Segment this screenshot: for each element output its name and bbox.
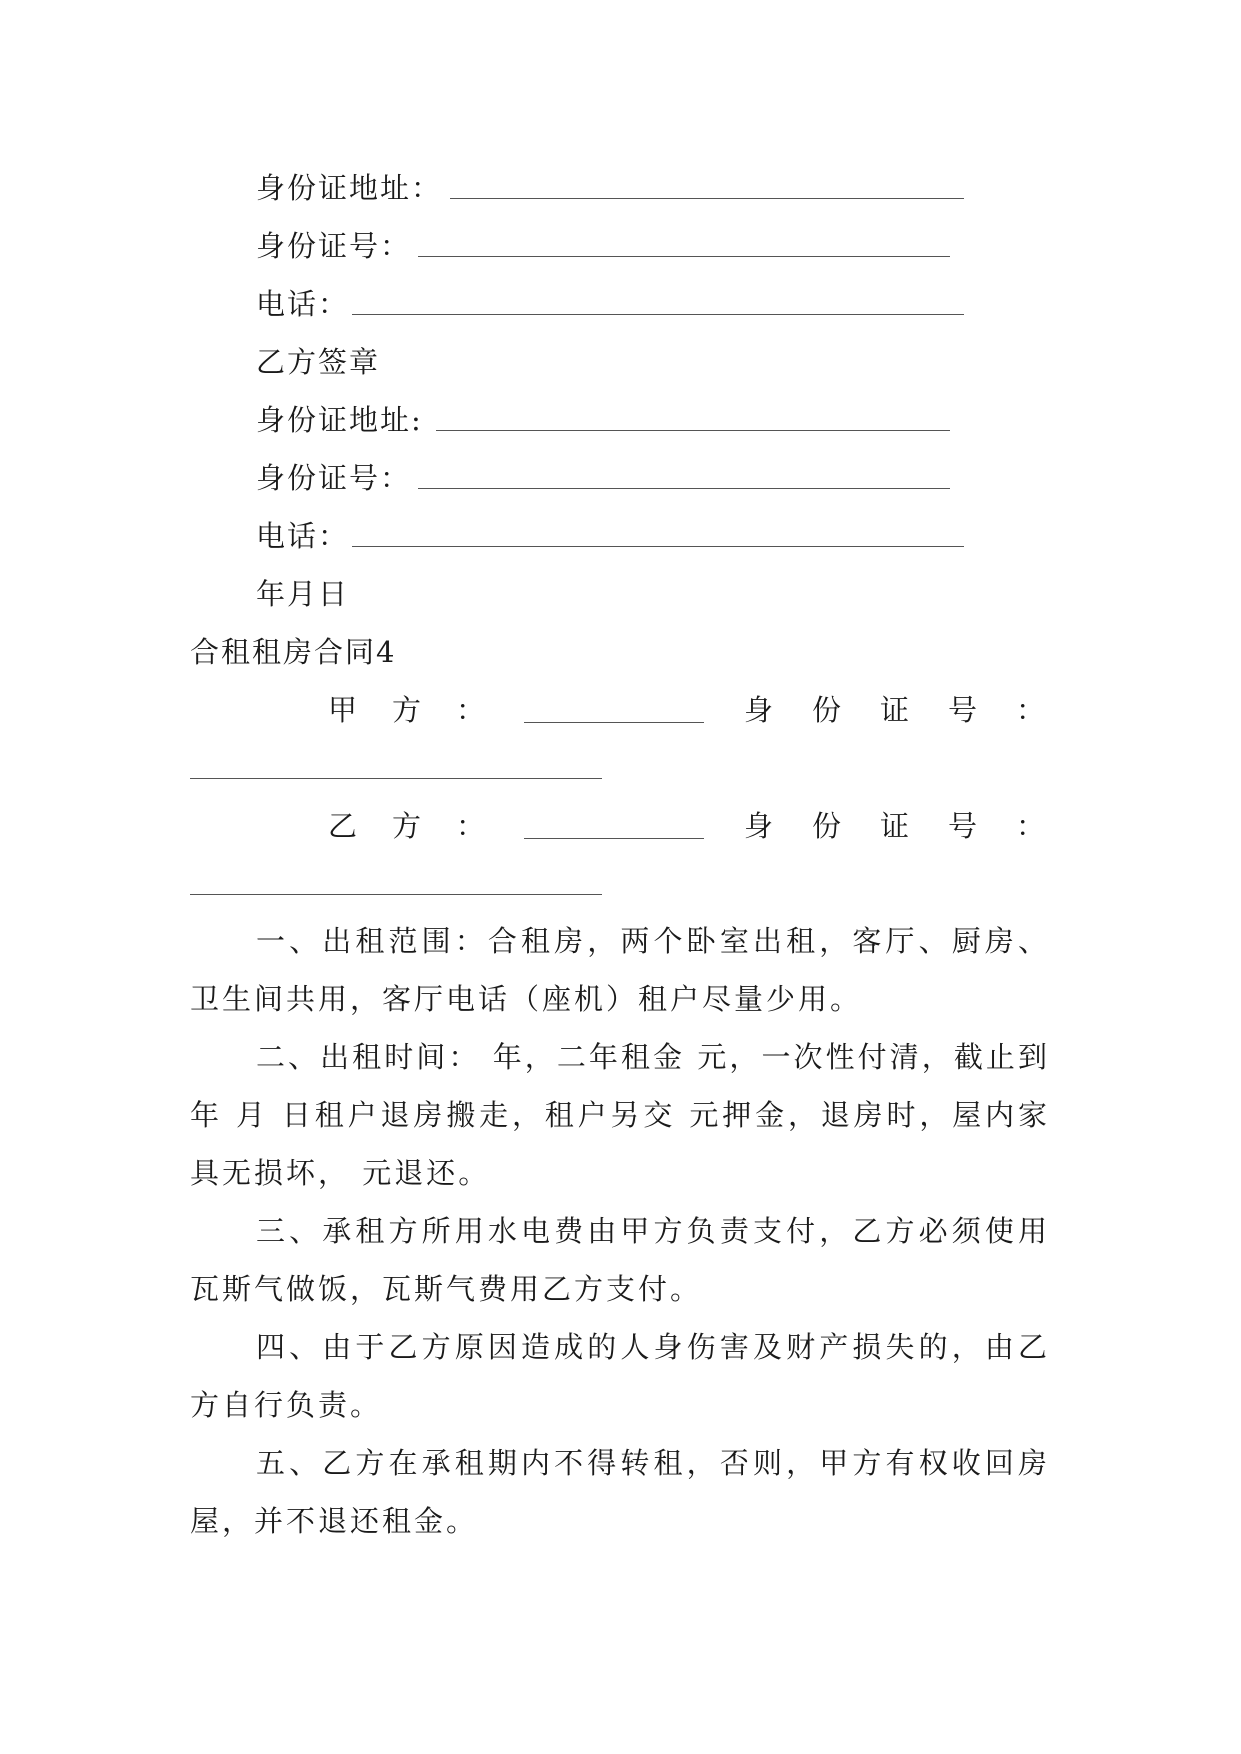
party-b-phone-blank[interactable] xyxy=(352,546,964,547)
party-b-char: ： xyxy=(456,809,486,843)
party-a-id-char: ： xyxy=(1016,693,1046,727)
party-a-char: 方 xyxy=(392,693,422,727)
party-a-id-char: 份 xyxy=(812,693,842,727)
clause-4: 四、由于乙方原因造成的人身伤害及财产损失的，由乙方自行负责。 xyxy=(190,1330,1050,1422)
party-a-id-number-label: 身份证号： xyxy=(256,229,412,263)
party-b-id-address-label: 身份证地址: xyxy=(256,403,423,437)
contract-title: 合租租房合同4 xyxy=(190,635,397,669)
party-a-id-blank[interactable] xyxy=(190,778,602,779)
party-a-id-char: 证 xyxy=(880,693,910,727)
party-b-id-number-blank[interactable] xyxy=(418,488,950,489)
party-b-char: 方 xyxy=(392,809,422,843)
clause-3: 三、承租方所用水电费由甲方负责支付，乙方必须使用瓦斯气做饭，瓦斯气费用乙方支付。 xyxy=(190,1214,1050,1306)
party-b-phone-label: 电话： xyxy=(256,519,350,553)
party-a-id-address-label: 身份证地址： xyxy=(256,171,443,205)
party-a-id-number-blank[interactable] xyxy=(418,256,950,257)
party-a-char: 甲 xyxy=(328,693,358,727)
party-b-id-char: 份 xyxy=(812,809,842,843)
party-b-id-blank[interactable] xyxy=(190,894,602,895)
date-line: 年月日 xyxy=(256,577,350,611)
party-b-char: 乙 xyxy=(328,809,358,843)
party-a-id-address-blank[interactable] xyxy=(450,198,964,199)
party-b-id-char: 号 xyxy=(948,809,978,843)
party-b-id-number-label: 身份证号： xyxy=(256,461,412,495)
clause-1: 一、出租范围：合租房，两个卧室出租，客厅、厨房、卫生间共用，客厅电话（座机）租户尽量少用。 xyxy=(190,924,1050,1016)
party-b-id-char: 身 xyxy=(744,809,774,843)
party-b-sign-label: 乙方签章 xyxy=(256,345,381,379)
party-a-phone-label: 电话： xyxy=(256,287,350,321)
party-a-char: ： xyxy=(456,693,486,727)
party-a-id-char: 身 xyxy=(744,693,774,727)
party-a-phone-blank[interactable] xyxy=(352,314,964,315)
clause-2: 二、出租时间： 年，二年租金 元，一次性付清，截止到 年 月 日租户退房搬走，租户另交 元押金，退房时，屋内家具无损坏， 元退还。 xyxy=(190,1040,1050,1190)
party-b-id-char: 证 xyxy=(880,809,910,843)
party-a-id-char: 号 xyxy=(948,693,978,727)
party-b-id-char: ： xyxy=(1016,809,1046,843)
party-b-name-blank[interactable] xyxy=(524,838,704,839)
party-b-id-address-blank[interactable] xyxy=(436,430,950,431)
party-a-name-blank[interactable] xyxy=(524,722,704,723)
clause-5: 五、乙方在承租期内不得转租，否则，甲方有权收回房屋，并不退还租金。 xyxy=(190,1446,1050,1538)
